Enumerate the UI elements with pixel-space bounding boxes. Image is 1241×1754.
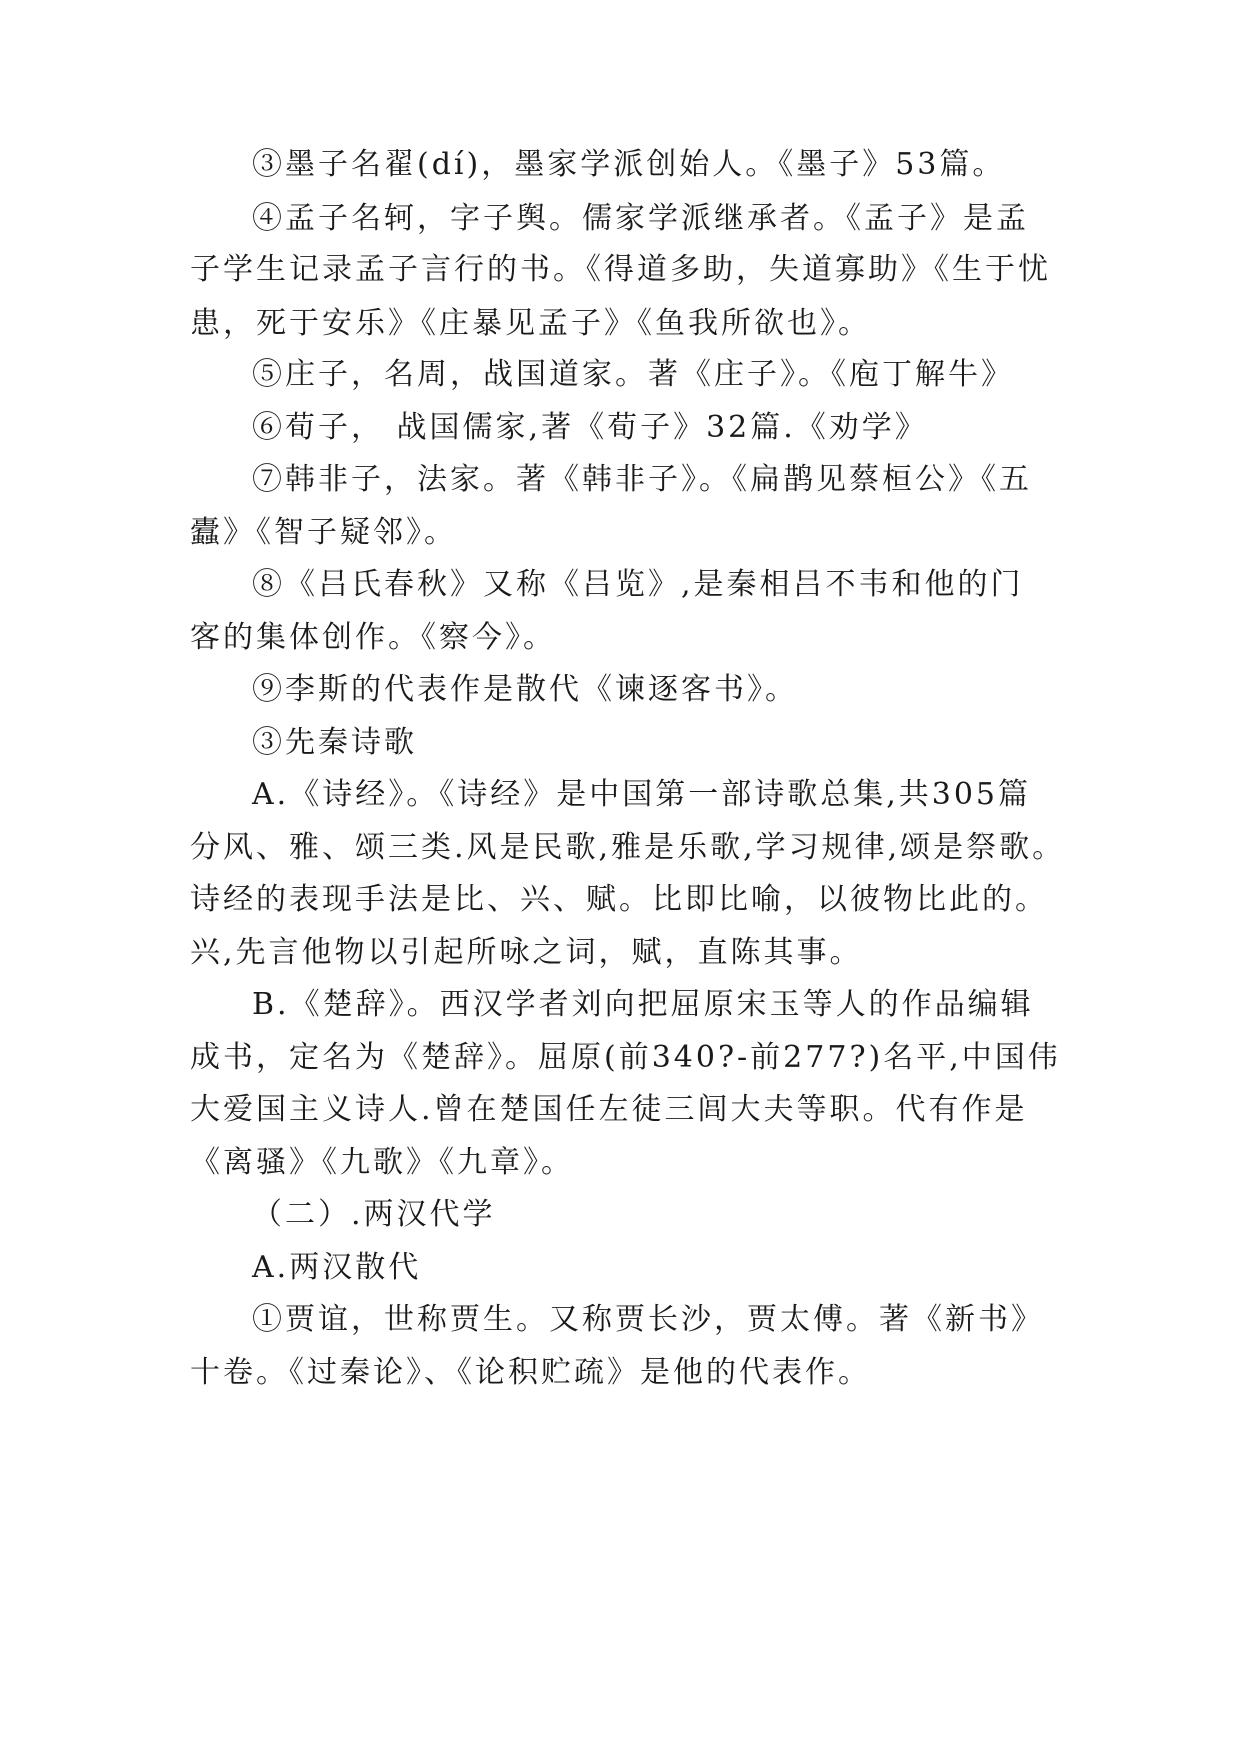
text-line: 大爱国主义诗人.曾在楚国任左徒三闾大夫等职。代有作是: [190, 1092, 1028, 1127]
text-line: ③墨子名翟(dí)，墨家学派创始人。《墨子》53篇。: [252, 147, 1006, 182]
text-line: 十卷。《过秦论》、《论积贮疏》是他的代表作。: [190, 1355, 871, 1390]
text-line: ⑧《吕氏春秋》又称《吕览》,是秦相吕不韦和他的门: [252, 567, 1024, 602]
text-line: 成书，定名为《楚辞》。屈原(前340?-前277?)名平,中国伟: [190, 1040, 1061, 1075]
text-line: 分风、雅、颂三类.风是民歌,雅是乐歌,学习规律,颂是祭歌。: [190, 830, 1066, 865]
text-line: 诗经的表现手法是比、兴、赋。比即比喻，以彼物比此的。: [190, 882, 1048, 917]
text-line: ⑦韩非子，法家。著《韩非子》。《扁鹊见蔡桓公》《五: [252, 462, 1032, 497]
text-line: ④孟子名轲，字子舆。儒家学派继承者。《孟子》是孟: [252, 201, 1029, 236]
text-line: A.《诗经》。《诗经》是中国第一部诗歌总集,共305篇: [252, 777, 1031, 812]
text-line: ⑤庄子，名周，战国道家。著《庄子》。《庖丁解牛》: [252, 357, 1014, 392]
text-line: 子学生记录孟子言行的书。《得道多助，失道寡助》《生于忧: [190, 252, 1051, 287]
text-line: B.《楚辞》。西汉学者刘向把屈原宋玉等人的作品编辑: [252, 987, 1034, 1022]
section-heading: （二）.两汉代学: [252, 1197, 496, 1232]
section-heading: A.两汉散代: [252, 1250, 422, 1285]
text-line: 患，死于安乐》《庄暴见孟子》《鱼我所欲也》。: [190, 306, 871, 341]
text-line: 《离骚》《九歌》《九章》。: [190, 1145, 574, 1180]
text-line: 客的集体创作。《察今》。: [190, 620, 556, 655]
text-line: ①贾谊，世称贾生。又称贾长沙，贾太傅。著《新书》: [252, 1302, 1044, 1337]
text-line: 蠹》《智子疑邻》。: [190, 515, 457, 550]
section-heading: ③先秦诗歌: [252, 725, 417, 760]
text-line: ⑨李斯的代表作是散代《谏逐客书》。: [252, 672, 798, 707]
text-line: 兴,先言他物以引起所咏之词，赋，直陈其事。: [190, 935, 863, 970]
text-line: ⑥荀子， 战国儒家,著《荀子》32篇.《劝学》: [252, 410, 928, 445]
